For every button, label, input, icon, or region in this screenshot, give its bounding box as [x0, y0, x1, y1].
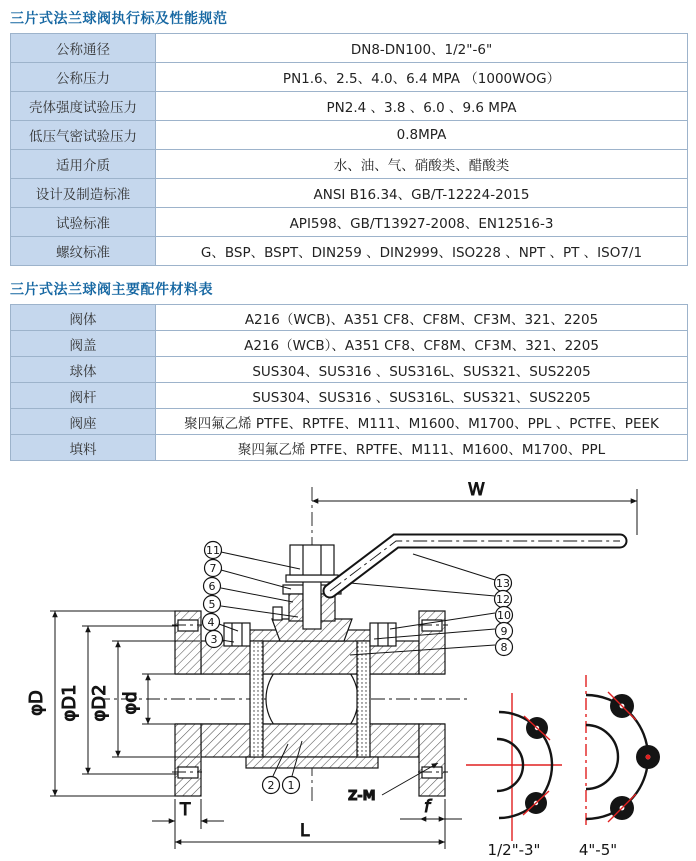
spec-row-label: 螺纹标准 — [11, 237, 156, 266]
end-view-small — [466, 693, 562, 859]
callout-6 — [204, 578, 221, 595]
spec-row-value: PN1.6、2.5、4.0、6.4 MPA （1000WOG） — [156, 63, 688, 92]
center-body-cap-bottom — [246, 757, 378, 768]
material-row-value: SUS304、SUS316 、SUS316L、SUS321、SUS2205 — [156, 357, 688, 383]
table-row — [11, 121, 688, 150]
dim-phiD2-label: φD2 — [89, 684, 110, 722]
spec-row-label: 低压气密试验压力 — [11, 121, 156, 150]
table-row — [11, 150, 688, 179]
callout-2 — [263, 777, 280, 794]
dim-phiD-label: φD — [26, 690, 47, 716]
material-row-label: 球体 — [11, 357, 156, 383]
table-row — [11, 34, 688, 63]
svg-text:3: 3 — [210, 633, 218, 646]
svg-text:6: 6 — [208, 580, 216, 593]
callout-1 — [283, 777, 300, 794]
end-view-large — [579, 675, 660, 859]
table-row — [11, 305, 688, 331]
table-row — [11, 383, 688, 409]
table-row — [11, 357, 688, 383]
table-row — [11, 237, 688, 266]
svg-text:1: 1 — [287, 779, 295, 792]
end-view-large-label: 4"-5" — [578, 841, 618, 859]
left-flange-bottom — [175, 724, 201, 796]
spec-table — [10, 33, 688, 266]
seat-right — [357, 641, 370, 757]
table-row — [11, 63, 688, 92]
materials-table — [10, 304, 688, 461]
spec-row-label: 适用介质 — [11, 150, 156, 179]
svg-text:12: 12 — [496, 593, 510, 606]
svg-text:10: 10 — [497, 609, 511, 622]
svg-text:4: 4 — [207, 616, 215, 629]
svg-text:2: 2 — [267, 779, 275, 792]
callout-11 — [205, 542, 222, 559]
material-row-label: 填料 — [11, 435, 156, 461]
callout-5 — [204, 596, 221, 613]
table-row — [11, 92, 688, 121]
stem-nut — [290, 545, 334, 575]
materials-table-title: 三片式法兰球阀主要配件材料表 — [10, 282, 213, 298]
callout-8 — [496, 639, 513, 656]
table-row — [11, 179, 688, 208]
callout-13 — [495, 575, 512, 592]
material-row-label: 阀盖 — [11, 331, 156, 357]
svg-text:11: 11 — [206, 544, 220, 557]
body-wall-bottom — [201, 724, 419, 757]
seat-left — [250, 641, 263, 757]
spec-row-value: PN2.4 、3.8 、6.0 、9.6 MPA — [156, 92, 688, 121]
spec-row-value: 水、油、气、硝酸类、醋酸类 — [156, 150, 688, 179]
material-row-value: A216（WCB）、A351 CF8、CF8M、CF3M、321、2205 — [156, 331, 688, 357]
dim-w-label: W — [468, 480, 485, 500]
material-row-label: 阀杆 — [11, 383, 156, 409]
dim-f-label: f — [424, 797, 430, 817]
material-row-value: 聚四氟乙烯 PTFE、RPTFE、M111、M1600、M1700、PPL 、PCTFE、PEEK — [156, 409, 688, 435]
material-row-value: SUS304、SUS316 、SUS316L、SUS321、SUS2205 — [156, 383, 688, 409]
spec-row-value: ANSI B16.34、GB/T-12224-2015 — [156, 179, 688, 208]
material-row-label: 阀体 — [11, 305, 156, 331]
callout-3 — [206, 631, 223, 648]
callout-9 — [496, 623, 513, 640]
svg-text:7: 7 — [209, 562, 217, 575]
callout-7 — [205, 560, 222, 577]
spec-row-label: 公称压力 — [11, 63, 156, 92]
handle — [330, 541, 620, 591]
right-flange-bottom — [419, 724, 445, 796]
svg-text:5: 5 — [208, 598, 216, 611]
dim-phid-label: φd — [120, 691, 141, 715]
table-row — [11, 409, 688, 435]
spec-row-label: 壳体强度试验压力 — [11, 92, 156, 121]
spec-row-value: G、BSP、BSPT、DIN259 、DIN2999、ISO228 、NPT 、PT 、ISO7/1 — [156, 237, 688, 266]
spec-row-value: 0.8MPA — [156, 121, 688, 150]
material-row-label: 阀座 — [11, 409, 156, 435]
svg-text:8: 8 — [500, 641, 508, 654]
dim-phiD1-label: φD1 — [59, 684, 80, 722]
dim-l-label: L — [300, 821, 310, 841]
spec-row-value: API598、GB/T13927-2008、EN12516-3 — [156, 208, 688, 237]
table-row — [11, 331, 688, 357]
spec-row-label: 设计及制造标准 — [11, 179, 156, 208]
valve-section-drawing — [0, 469, 696, 861]
table-row — [11, 435, 688, 461]
spec-row-label: 试验标准 — [11, 208, 156, 237]
table-row — [11, 208, 688, 237]
callout-12 — [495, 591, 512, 608]
dim-zm-label: Z-M — [348, 789, 376, 804]
stem-washer — [286, 575, 338, 582]
spec-table-title: 三片式法兰球阀执行标及性能规范 — [10, 11, 228, 27]
spec-row-value: DN8-DN100、1/2"-6" — [156, 34, 688, 63]
dim-t-label: T — [180, 800, 191, 820]
callout-10 — [496, 607, 513, 624]
material-row-value: A216（WCB)、A351 CF8、CF8M、CF3M、321、2205 — [156, 305, 688, 331]
callout-4 — [203, 614, 220, 631]
material-row-value: 聚四氟乙烯 PTFE、RPTFE、M111、M1600、M1700、PPL — [156, 435, 688, 461]
svg-text:13: 13 — [496, 577, 510, 590]
end-view-small-label: 1/2"-3" — [487, 841, 541, 859]
svg-text:9: 9 — [500, 625, 508, 638]
spec-row-label: 公称通径 — [11, 34, 156, 63]
